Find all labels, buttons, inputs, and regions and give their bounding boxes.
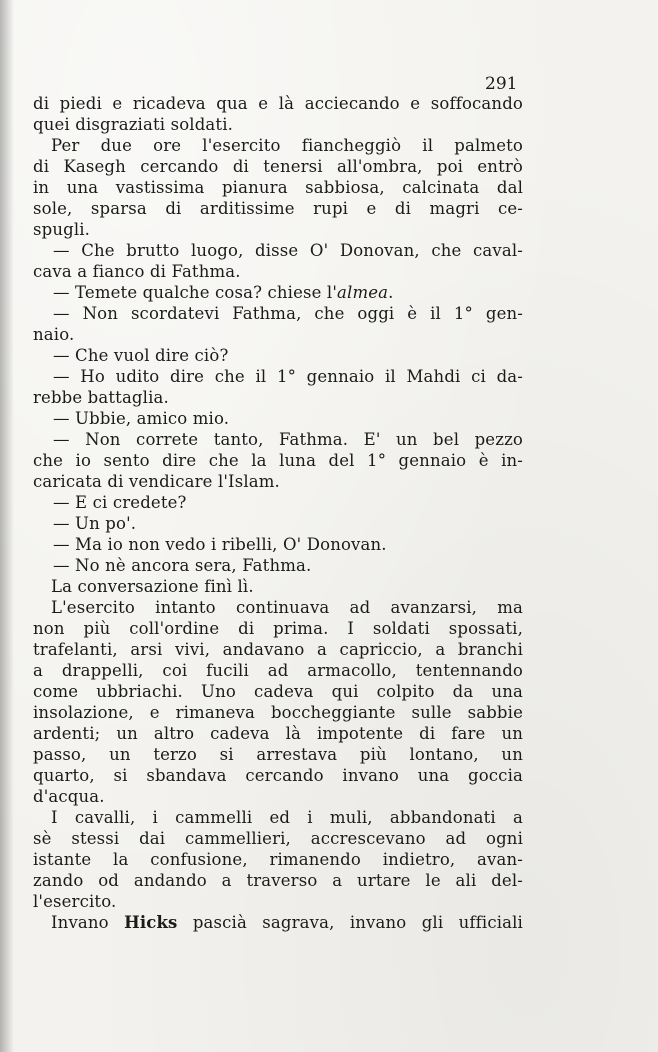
text-line-content: — Che brutto luogo, disse O' Donovan, che caval- — [53, 241, 523, 260]
text-line — [33, 177, 523, 198]
text-line — [33, 639, 523, 660]
text-line — [33, 450, 523, 471]
text-line — [33, 387, 523, 408]
bold-word: Hicks — [124, 913, 178, 932]
text-line — [33, 702, 523, 723]
text-line-content: — Ma io non vedo i ribelli, O' Donovan. — [53, 535, 387, 554]
italic-word: almea — [337, 283, 389, 302]
text-line — [33, 240, 523, 261]
text-line-content: zando od andando a traverso a urtare le ali del- — [33, 871, 523, 890]
text-line-content: sè stessi dai cammellieri, accrescevano ad ogni — [33, 829, 523, 848]
text-line-content: quei disgraziati soldati. — [33, 115, 234, 134]
text-line-content: in una vastissima pianura sabbiosa, calcinata dal — [33, 178, 523, 197]
text-line — [33, 492, 523, 513]
text-line — [33, 765, 523, 786]
text-line — [33, 324, 523, 345]
text-line-content: di piedi e ricadeva qua e là acciecando e soffocando — [33, 94, 523, 113]
text-line — [33, 303, 523, 324]
text-line-content: di Kasegh cercando di tenersi all'ombra, poi entrò — [33, 157, 523, 176]
text-line — [33, 282, 523, 303]
text-line-content: La conversazione finì lì. — [51, 577, 254, 596]
text-line-content: insolazione, e rimaneva boccheggiante sulle sabbie — [33, 703, 523, 722]
text-line — [33, 681, 523, 702]
page-edge-shadow — [0, 0, 14, 1052]
text-line-content: — Un po'. — [53, 514, 137, 533]
body-text — [33, 93, 523, 933]
text-line-content: rebbe battaglia. — [33, 388, 169, 407]
text-line-content: quarto, si sbandava cercando invano una goccia — [33, 766, 523, 785]
text-line-content: passo, un terzo si arrestava più lontano, un — [33, 745, 523, 764]
text-line-content: Invano — [51, 913, 125, 932]
text-line-content: come ubbriachi. Uno cadeva qui colpito da una — [33, 682, 523, 701]
text-line — [33, 618, 523, 639]
text-line-content: naio. — [33, 325, 75, 344]
text-line — [33, 93, 523, 114]
text-line — [33, 807, 523, 828]
text-line — [33, 114, 523, 135]
text-line — [33, 198, 523, 219]
text-line-content: l'esercito. — [33, 892, 117, 911]
text-line — [33, 219, 523, 240]
text-line-content: — Che vuol dire ciò? — [53, 346, 229, 365]
text-line — [33, 828, 523, 849]
text-line-content: — Non scordatevi Fathma, che oggi è il 1° gen- — [53, 304, 523, 323]
text-line — [33, 660, 523, 681]
text-line — [33, 345, 523, 366]
text-line-content: — Temete qualche cosa? chiese l' — [53, 283, 338, 302]
text-line-content: caricata di vendicare l'Islam. — [33, 472, 280, 491]
text-line — [33, 555, 523, 576]
text-line — [33, 597, 523, 618]
text-line-tail: pascià sagrava, invano gli ufficiali — [177, 913, 523, 932]
text-line-content: Per due ore l'esercito fiancheggiò il palmeto — [51, 136, 523, 155]
page-number: 291 — [485, 74, 518, 94]
text-line — [33, 471, 523, 492]
text-line-content: trafelanti, arsi vivi, andavano a capriccio, a branchi — [33, 640, 523, 659]
text-line-content: I cavalli, i cammelli ed i muli, abbandonati a — [51, 808, 523, 827]
text-line-content: cava a fianco di Fathma. — [33, 262, 241, 281]
text-line-content: a drappelli, coi fucili ad armacollo, tentennando — [33, 661, 523, 680]
text-line — [33, 366, 523, 387]
text-line — [33, 513, 523, 534]
text-line-content: L'esercito intanto continuava ad avanzarsi, ma — [51, 598, 523, 617]
text-line — [33, 429, 523, 450]
text-line — [33, 723, 523, 744]
text-line-tail: . — [388, 283, 394, 302]
text-line — [33, 891, 523, 912]
text-line-content: — Ubbie, amico mio. — [53, 409, 230, 428]
text-line-content: — No nè ancora sera, Fathma. — [53, 556, 312, 575]
text-line-content: — Non correte tanto, Fathma. E' un bel pezzo — [53, 430, 523, 449]
text-line-content: che io sento dire che la luna del 1° gennaio è in- — [33, 451, 523, 470]
text-line — [33, 870, 523, 891]
text-line — [33, 786, 523, 807]
text-line — [33, 408, 523, 429]
text-line-content: spugli. — [33, 220, 91, 239]
text-line — [33, 576, 523, 597]
text-line — [33, 261, 523, 282]
text-line — [33, 156, 523, 177]
text-line-content: non più coll'ordine di prima. I soldati spossati, — [33, 619, 523, 638]
text-line-content: istante la confusione, rimanendo indietro, avan- — [33, 850, 523, 869]
text-line — [33, 912, 523, 933]
text-line-content: d'acqua. — [33, 787, 105, 806]
text-line — [33, 135, 523, 156]
text-line-content: sole, sparsa di arditissime rupi e di magri ce- — [33, 199, 523, 218]
text-line — [33, 744, 523, 765]
text-line-content: — Ho udito dire che il 1° gennaio il Mahdi ci da- — [53, 367, 523, 386]
text-line — [33, 849, 523, 870]
text-line — [33, 534, 523, 555]
text-line-content: ardenti; un altro cadeva là impotente di fare un — [33, 724, 523, 743]
text-line-content: — E ci credete? — [53, 493, 187, 512]
